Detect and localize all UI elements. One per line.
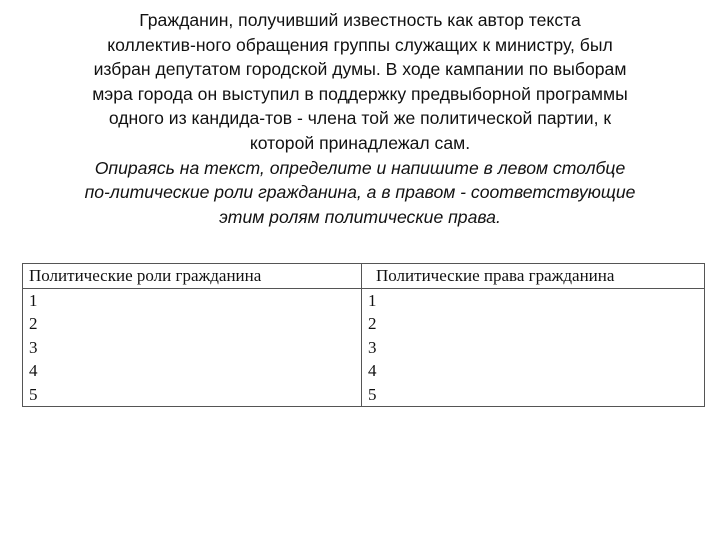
task-line: избран депутатом городской думы. В ходе кампании по выборам	[93, 59, 627, 80]
right-cell: 5	[362, 383, 705, 407]
header-political-roles: Политические роли гражданина	[23, 264, 362, 289]
role-cell: 3	[23, 336, 362, 360]
answer-table	[22, 263, 705, 407]
task-line: одного из кандида-тов - члена той же политической партии, к	[108, 108, 612, 129]
table-header-row	[23, 264, 705, 289]
table-row	[23, 312, 705, 336]
task-line: мэра города он выступил в поддержку предвыборной программы	[92, 83, 628, 104]
task-line: которой принадлежал сам.	[249, 132, 471, 153]
task-line: Гражданин, получивший известность как автор текста	[139, 10, 581, 30]
table-row	[23, 288, 705, 312]
right-cell: 3	[362, 336, 705, 360]
task-text	[30, 8, 690, 229]
table-row	[23, 383, 705, 407]
right-cell: 1	[362, 288, 705, 312]
header-political-rights: Политические права гражданина	[362, 264, 705, 289]
table-row	[23, 336, 705, 360]
right-cell: 2	[362, 312, 705, 336]
role-cell: 5	[23, 383, 362, 407]
role-cell: 2	[23, 312, 362, 336]
task-line: коллектив-ного обращения группы служащих к министру, был	[107, 34, 613, 55]
instruction-line: этим ролям политические права.	[219, 206, 501, 227]
role-cell: 4	[23, 359, 362, 383]
role-cell: 1	[23, 288, 362, 312]
table-row	[23, 359, 705, 383]
instruction-line: по-литические роли гражданина, а в правом - соответствующие	[84, 182, 636, 203]
instruction-line: Опираясь на текст, определите и напишите в левом столбце	[94, 157, 626, 178]
right-cell: 4	[362, 359, 705, 383]
